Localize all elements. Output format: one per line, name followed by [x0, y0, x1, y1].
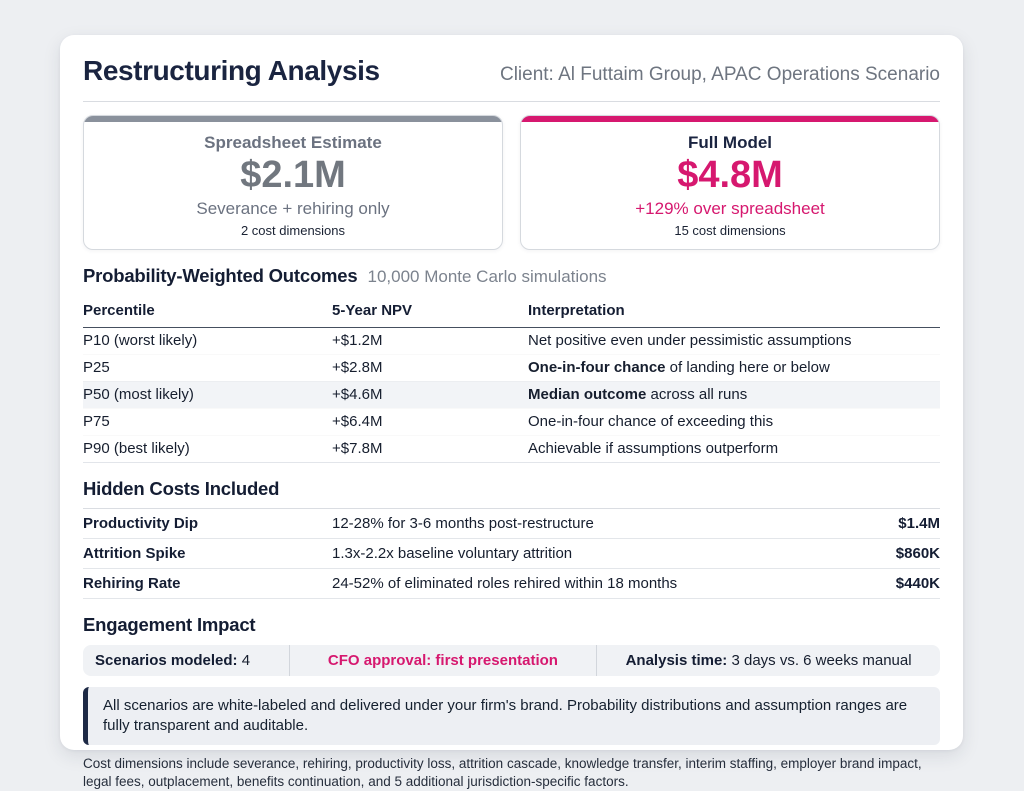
- cost-value-cell: $440K: [871, 568, 940, 598]
- outcomes-heading: Probability-Weighted Outcomes: [83, 264, 358, 286]
- hidden-cost-row: [83, 508, 940, 538]
- outcomes-table-row: [83, 381, 940, 408]
- cost-description-cell: 1.3x-2.2x baseline voluntary attrition: [332, 538, 871, 568]
- npv-cell: +$1.2M: [332, 327, 528, 354]
- outcomes-table-row: [83, 327, 940, 354]
- outcomes-table: [83, 294, 940, 463]
- outcomes-section-header: [83, 265, 940, 287]
- npv-cell: +$6.4M: [332, 408, 528, 435]
- npv-cell: +$2.8M: [332, 354, 528, 381]
- hidden-cost-row: [83, 568, 940, 598]
- engagement-stat: Analysis time: 3 days vs. 6 weeks manual: [625, 651, 912, 669]
- card-title: Full Model: [687, 133, 773, 152]
- white-label-callout: [83, 687, 940, 746]
- cost-name-cell: Attrition Spike: [83, 538, 332, 568]
- engagement-section-header: [83, 614, 940, 636]
- percentile-cell: P50 (most likely): [83, 381, 332, 408]
- hidden-costs-table-body: [83, 508, 940, 598]
- full-model-card: [520, 115, 940, 250]
- percentile-cell: P90 (best likely): [83, 435, 332, 462]
- column-header-npv: 5-Year NPV: [332, 294, 528, 328]
- column-header-percentile: Percentile: [83, 294, 332, 328]
- hidden-costs-heading: Hidden Costs Included: [83, 477, 280, 499]
- cost-dimensions-footnote: Cost dimensions include severance, rehiring, productivity loss, attrition cascade, knowledge transfer, interim staffing, employer brand impact, legal fees, outplacement, benefits continuation, and 5 additional jurisdiction-specific factors.: [83, 756, 922, 790]
- card-title: Spreadsheet Estimate: [204, 133, 382, 152]
- npv-cell: +$7.8M: [332, 435, 528, 462]
- interpretation-cell: Median outcome across all runs: [528, 381, 940, 408]
- cost-name-cell: Productivity Dip: [83, 508, 332, 538]
- hidden-costs-table: [83, 508, 940, 599]
- cost-description-cell: 12-28% for 3-6 months post-restructure: [332, 508, 871, 538]
- interpretation-cell: Achievable if assumptions outperform: [528, 435, 940, 462]
- report-header: [83, 55, 940, 102]
- npv-cell: +$4.6M: [332, 381, 528, 408]
- column-header-interpretation: Interpretation: [528, 294, 940, 328]
- hidden-cost-row: [83, 538, 940, 568]
- engagement-stats-bar: [83, 645, 940, 676]
- spreadsheet-estimate-card: [83, 115, 503, 250]
- cost-description-cell: 24-52% of eliminated roles rehired within 18 months: [332, 568, 871, 598]
- card-note: 2 cost dimensions: [240, 222, 346, 238]
- interpretation-cell: One-in-four chance of exceeding this: [528, 408, 940, 435]
- card-subtitle: +129% over spreadsheet: [635, 198, 825, 218]
- outcomes-table-body: [83, 327, 940, 462]
- page-title: Restructuring Analysis: [83, 55, 380, 86]
- outcomes-table-row: [83, 408, 940, 435]
- percentile-cell: P25: [83, 354, 332, 381]
- engagement-heading: Engagement Impact: [83, 613, 256, 635]
- estimate-cards: [83, 115, 940, 250]
- hidden-costs-section-header: [83, 478, 940, 500]
- cost-name-cell: Rehiring Rate: [83, 568, 332, 598]
- outcomes-subheading: 10,000 Monte Carlo simulations: [367, 266, 607, 286]
- card-subtitle: Severance + rehiring only: [196, 198, 390, 218]
- cost-value-cell: $1.4M: [871, 508, 940, 538]
- outcomes-table-row: [83, 435, 940, 462]
- engagement-stat: CFO approval: first presentation: [289, 645, 598, 676]
- card-value: $4.8M: [677, 154, 783, 196]
- interpretation-cell: Net positive even under pessimistic assumptions: [528, 327, 940, 354]
- callout-text: All scenarios are white-labeled and delivered under your firm's brand. Probability distributions and assumption ranges are fully transparent and auditable.: [103, 696, 908, 734]
- cost-value-cell: $860K: [871, 538, 940, 568]
- card-value: $2.1M: [240, 154, 346, 196]
- percentile-cell: P10 (worst likely): [83, 327, 332, 354]
- outcomes-table-row: [83, 354, 940, 381]
- engagement-stat: Scenarios modeled: 4: [95, 651, 251, 669]
- outcomes-table-header: [83, 294, 940, 328]
- card-accent-bar: [84, 116, 502, 122]
- card-note: 15 cost dimensions: [674, 222, 786, 238]
- interpretation-cell: One-in-four chance of landing here or below: [528, 354, 940, 381]
- percentile-cell: P75: [83, 408, 332, 435]
- client-subtitle: Client: Al Futtaim Group, APAC Operations Scenario: [499, 64, 940, 85]
- card-accent-bar: [521, 116, 939, 122]
- report-card: [60, 35, 963, 790]
